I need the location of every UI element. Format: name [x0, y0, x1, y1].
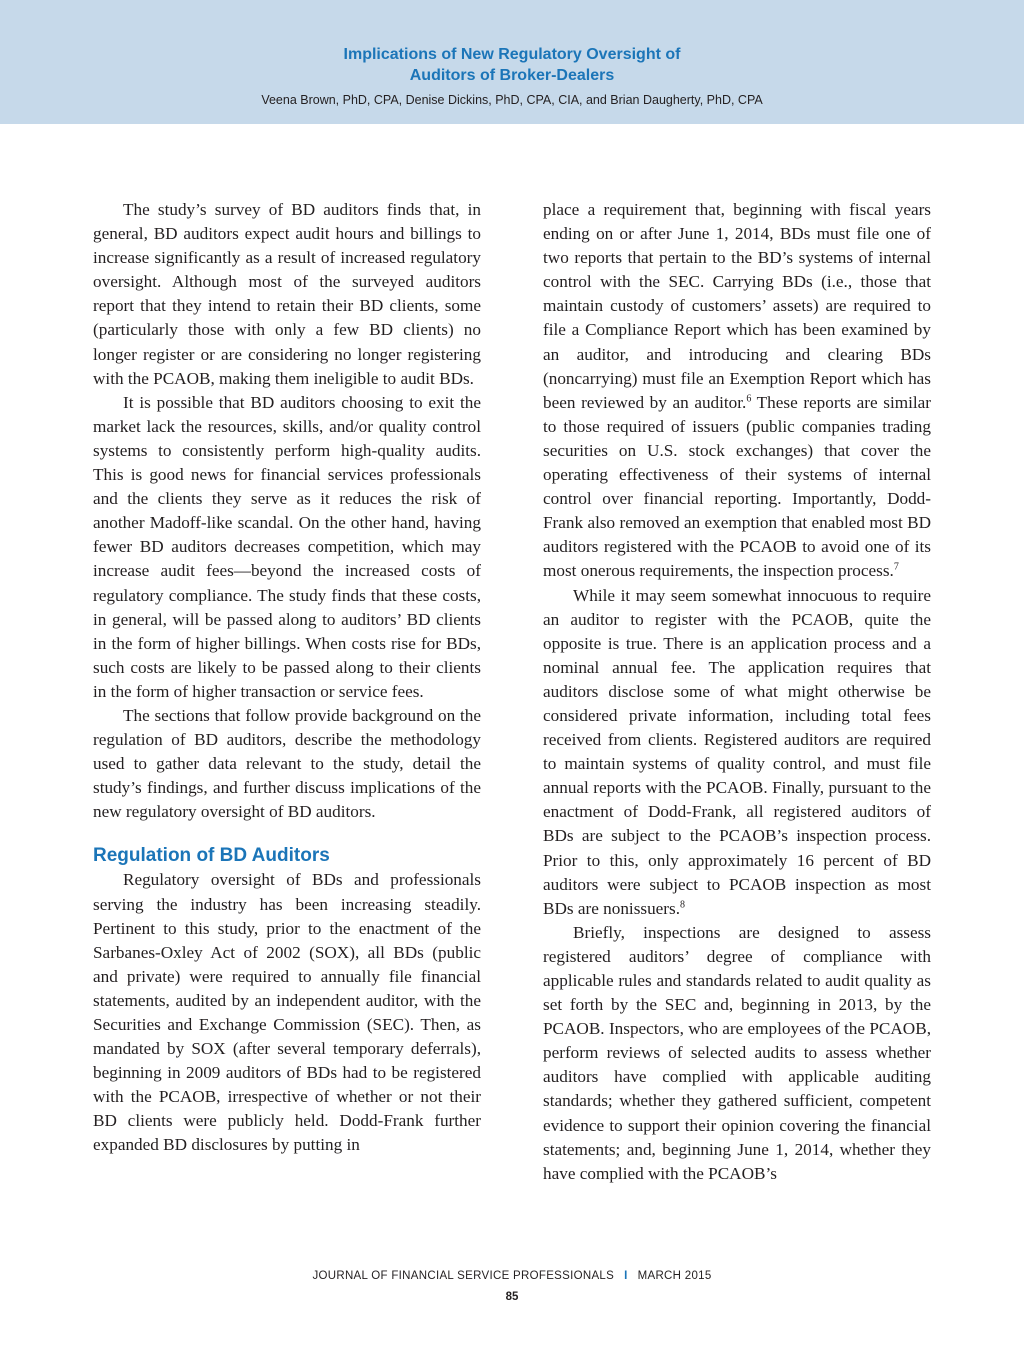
journal-footer: [0, 1270, 1024, 1282]
footnote-marker: 8: [680, 898, 686, 910]
footnote-marker: 6: [746, 393, 752, 405]
footnote-marker: 7: [893, 561, 899, 573]
body-paragraph: Briefly, inspections are designed to assess registered auditors’ degree of compliance with applicable rules and standards related to audit quality as set forth by the SEC and, beginning in 2013, by the PCAOB. Inspectors, who are employees of the PCAOB, perform reviews of selected audits to assess whether auditors have complied with applicable auditing standards; whether they gathered sufficient, competent evidence to support their opinion covering the financial statements; and, beginning June 1, 2014, whether they have complied with the PCAOB’s: [543, 922, 931, 1183]
text-run: place a requirement that, beginning with fiscal years ending on or after June 1, 2014, BDs must file one of two reports that pertain to the BD’s systems of internal control with the SEC. Carrying BDs (i.e., those that maintain custody of customers’ assets) are required to file a Compliance Report which has been examined by an auditor, and introducing and clearing BDs (noncarrying) must file an Exemption Report which has been reviewed by an auditor.: [543, 200, 931, 412]
body-paragraph: [543, 584, 931, 921]
right-column: [543, 198, 931, 1186]
body-paragraph: The study’s survey of BD auditors finds that, in general, BD auditors expect audit hours and billings to increase significantly as a result of increased regulatory oversight. Although most of the surveyed auditors report that they intend to retain their BD clients, some (particularly those with only a few BD clients) no longer register or are considering no longer registering with the PCAOB, making them ineligible to audit BDs.: [93, 200, 481, 388]
article-title-line-2: Auditors of Broker-Dealers: [409, 67, 615, 84]
section-heading: Regulation of BD Auditors: [93, 845, 330, 867]
body-paragraph: The sections that follow provide background on the regulation of BD auditors, describe the methodology used to gather data relevant to the study, detail the study’s findings, and further discuss implications of the new regulatory oversight of BD auditors.: [93, 705, 481, 822]
body-paragraph: [543, 198, 931, 584]
article-header-banner: [0, 0, 1024, 124]
article-title-line-1: Implications of New Regulatory Oversight of: [343, 46, 681, 63]
body-paragraph: It is possible that BD auditors choosing to exit the market lack the resources, skills, and/or quality control systems to consistently perform high-quality audits. This is good news for financial services professionals and the clients they serve as it reduces the risk of another Madoff-like scandal. On the other hand, having fewer BD auditors decreases competition, which may increase audit fees—beyond the increased costs of regulatory compliance. The study finds that these costs, in general, will be passed along to auditors’ BD clients in the form of higher billings. When costs rise for BDs, such costs are likely to be passed along to their clients in the form of higher transaction or service fees.: [93, 392, 481, 701]
body-paragraph: Regulatory oversight of BDs and professionals serving the industry has been increasing steadily. Pertinent to this study, prior to the enactment of the Sarbanes-Oxley Act of 2002 (SOX), all BDs (public and private) were required to annually file financial statements, audited by an independent auditor, with the Securities and Exchange Commission (SEC). Then, as mandated by SOX (after several temporary deferrals), beginning in 2009 auditors of BDs had to be registered with the PCAOB, irrespective of whether or not their BD clients were publicly held. Dodd-Frank further expanded BD disclosures by putting in: [93, 870, 481, 1155]
text-run: These reports are similar to those required of issuers (public companies trading securities on U.S. stock exchanges) that cover the operating effectiveness of their systems of internal control over financial reporting. Importantly, Dodd-Frank also removed an exemption that enabled most BD auditors registered with the PCAOB to avoid one of its most onerous requirements, the inspection process.: [543, 392, 932, 581]
article-authors: Veena Brown, PhD, CPA, Denise Dickins, PhD, CPA, CIA, and Brian Daugherty, PhD, CPA: [261, 93, 763, 107]
text-run: While it may seem somewhat innocuous to require an auditor to register with the PCAOB, quite the opposite is true. There is an application process and a nominal annual fee. The application requires that auditors disclose some of what might otherwise be considered private information, including total fees received from clients. Registered auditors are required to maintain systems of quality control, and must file annual reports with the PCAOB. Finally, pursuant to the enactment of Dodd-Frank, all registered auditors of BDs are subject to the PCAOB’s inspection process. Prior to this, only approximately 16 percent of BD auditors were subject to PCAOB inspection as most BDs are nonissuers.: [543, 585, 931, 918]
issue-date: MARCH 2015: [637, 1270, 712, 1282]
footer-separator: I: [624, 1270, 628, 1282]
page-number: 85: [505, 1291, 519, 1303]
journal-name: JOURNAL OF FINANCIAL SERVICE PROFESSIONALS: [312, 1270, 615, 1282]
left-column: [93, 198, 481, 1158]
